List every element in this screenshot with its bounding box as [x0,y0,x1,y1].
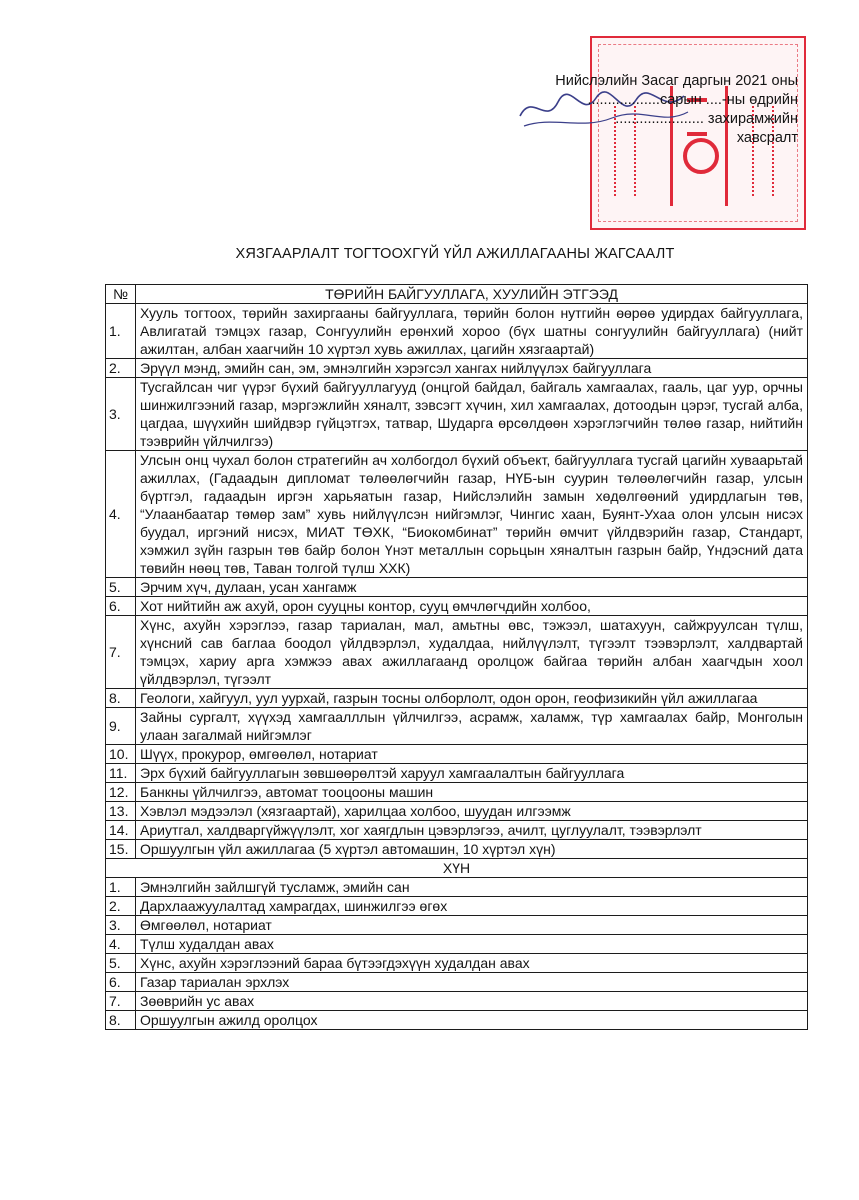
row-number: 7. [106,616,136,689]
table-row [106,745,808,764]
row-text: Газар тариалан эрхлэх [136,973,808,992]
row-text: Банкны үйлчилгээ, автомат тооцооны машин [136,783,808,802]
row-text: Хүнс, ахуйн хэрэглээ, газар тариалан, мал, амьтны өвс, тэжээл, шатахуун, сайжруулсан түлш, хүнсний сав баглаа боодол үйлдвэрлэл, худалдаа, нийлүүлэлт, түгээлт тээвэрлэлт, халдвартай тэмцэх, хариу арга хэмжээ авах ажиллагаанд оролцож байгаа төрийн албан хаагчдын хоол үйлдвэрлэл, түгээлт [136,616,808,689]
table-row [106,878,808,897]
document-title: ХЯЗГААРЛАЛТ ТОГТООХГҮЙ ҮЙЛ АЖИЛЛАГААНЫ ЖАГСААЛТ [235,246,675,262]
row-text: Шүүх, прокурор, өмгөөлөл, нотариат [136,745,808,764]
column-header-organization: ТӨРИЙН БАЙГУУЛЛАГА, ХУУЛИЙН ЭТГЭЭД [136,285,808,304]
table-row [106,897,808,916]
table-row [106,304,808,359]
appendix-note [500,72,798,148]
row-number: 5. [106,954,136,973]
table-row [106,597,808,616]
table-row [106,916,808,935]
row-text: Зөөврийн ус авах [136,992,808,1011]
row-number: 8. [106,689,136,708]
row-text: Түлш худалдан авах [136,935,808,954]
row-number: 2. [106,359,136,378]
row-number: 4. [106,935,136,954]
table-row [106,973,808,992]
table-row [106,840,808,859]
table-row [106,764,808,783]
row-number: 15. [106,840,136,859]
table-row [106,992,808,1011]
row-text: Оршуулгын ажилд оролцох [136,1011,808,1030]
table-row [106,802,808,821]
table-row [106,821,808,840]
row-number: 3. [106,916,136,935]
row-number: 14. [106,821,136,840]
row-text: Хэвлэл мэдээлэл (хязгаартай), харилцаа холбоо, шуудан илгээмж [136,802,808,821]
row-text: Зайны сургалт, хүүхэд хамгаалллын үйлчилгээ, асрамж, халамж, түр хамгаалах байр, Монголын улаан загалмай нийгэмлэг [136,708,808,745]
row-number: 7. [106,992,136,1011]
appendix-note-line-1: Нийслэлийн Засаг даргын 2021 оны [555,73,798,89]
row-text: Ариутгал, халдваргүйжүүлэлт, хог хаягдлын цэвэрлэгээ, ачилт, цуглуулалт, тээвэрлэлт [136,821,808,840]
row-number: 4. [106,451,136,578]
column-header-number: № [106,285,136,304]
row-text: Өмгөөлөл, нотариат [136,916,808,935]
appendix-note-line-2: ..................сарын ....-ны өдрийн [587,92,798,108]
table-row [106,616,808,689]
appendix-note-line-4: хавсралт [736,130,798,146]
row-text: Эрүүл мэнд, эмийн сан, эм, эмнэлгийн хэрэгсэл хангах нийлүүлэх байгууллага [136,359,808,378]
table-row [106,689,808,708]
row-text: Оршуулгын үйл ажиллагаа (5 хүртэл автомашин, 10 хүртэл хүн) [136,840,808,859]
row-number: 8. [106,1011,136,1030]
row-text: Дархлаажуулалтад хамрагдах, шинжилгээ өгөх [136,897,808,916]
row-text: Хүнс, ахуйн хэрэглээний бараа бүтээгдэхүүн худалдан авах [136,954,808,973]
table-row [106,708,808,745]
section-header-row [106,859,808,878]
row-text: Эрх бүхий байгууллагын зөвшөөрөлтэй харуул хамгаалалтын байгууллага [136,764,808,783]
section-header-person: ХҮН [106,859,808,878]
table-row [106,451,808,578]
table-row [106,783,808,802]
row-number: 6. [106,973,136,992]
row-text: Эмнэлгийн зайлшгүй тусламж, эмийн сан [136,878,808,897]
row-number: 9. [106,708,136,745]
table-row [106,578,808,597]
row-number: 1. [106,878,136,897]
activity-list-table [105,284,808,1030]
table-row [106,935,808,954]
organization-rows [106,304,808,859]
row-text: Тусгайлсан чиг үүрэг бүхий байгууллагууд (онцгой байдал, байгаль хамгаалах, гааль, цаг уур, орчны шинжилгээний газар, мэргэжлийн хяналт, зэвсэгт хүчин, хил хамгаалах, дотоодын цэрэг, тусгай алба, цагдаа, шүүхийн шийдвэр гүйцэтгэх, татвар, Шударга өрсөлдөөн хэрэглэгчийн төлөө газар, нийтийн тээврийн үйлчилгээ) [136,378,808,451]
row-number: 10. [106,745,136,764]
row-number: 3. [106,378,136,451]
row-text: Хот нийтийн аж ахуй, орон сууцны контор, сууц өмчлөгчдийн холбоо, [136,597,808,616]
table-row [106,954,808,973]
row-number: 13. [106,802,136,821]
table-row [106,1011,808,1030]
row-number: 6. [106,597,136,616]
row-text: Хууль тогтоох, төрийн захиргааны байгууллага, төрийн болон нутгийн өөрөө удирдах байгууллага, Авлигатай тэмцэх газар, Сонгуулийн ерөнхий хороо (бүх шатны сонгуулийн байгууллага) (нийт ажилтан, албан хаагчийн 10 хүртэл хувь ажиллах, цагийн хязгаартай) [136,304,808,359]
table-header-row [106,285,808,304]
row-text: Геологи, хайгуул, уул уурхай, газрын тосны олборлолт, одон орон, геофизикийн үйл ажиллагаа [136,689,808,708]
row-text: Эрчим хүч, дулаан, усан хангамж [136,578,808,597]
table-row [106,378,808,451]
person-rows [106,878,808,1030]
row-number: 11. [106,764,136,783]
row-text: Улсын онц чухал болон стратегийн ач холбогдол бүхий объект, байгууллага тусгай цагийн хуваарьтай ажиллах, (Гадаадын дипломат төлөөлөгчийн газар, НҮБ-ын суурин төлөөлөгчийн газар, улсын бүртгэл, гадаадын иргэн харьяатын газар, Нийслэлийн замын хөдөлгөөний удирдлагын төв, “Улаанбаатар төмөр зам” хувь нийлүүлсэн нийгэмлэг, Чингис хаан, Буянт-Ухаа олон улсын нисэх буудал, иргэний нисэх, МИАТ ТӨХК, “Биокомбинат” төрийн өмчит үйлдвэрийн газар, Стандарт, хэмжил зүйн газрын төв байр болон Үнэт металлын сорьцын хяналтын газрын байр, Үндэсний дата төвийн нөөц төв, Таван толгой түлш ХХК) [136,451,808,578]
row-number: 1. [106,304,136,359]
row-number: 2. [106,897,136,916]
appendix-note-line-3: ...................... захирамжийн [615,111,798,127]
table-row [106,359,808,378]
row-number: 5. [106,578,136,597]
row-number: 12. [106,783,136,802]
